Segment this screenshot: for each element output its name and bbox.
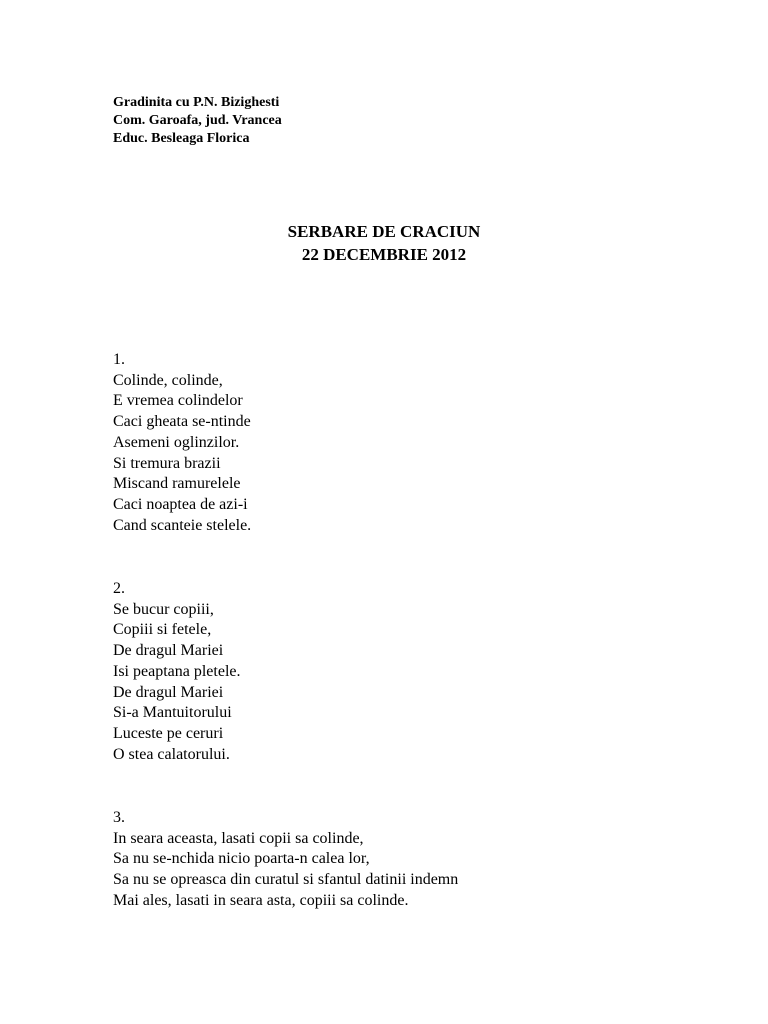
header-line-kindergarten: Gradinita cu P.N. Bizighesti: [113, 95, 280, 110]
stanza-line: Asemeni oglinzilor.: [113, 433, 240, 451]
stanza-2: [113, 579, 241, 765]
stanza-line: Luceste pe ceruri: [113, 724, 224, 742]
stanza-line: Si-a Mantuitorului: [113, 704, 232, 722]
header-line-educator: Educ. Besleaga Florica: [113, 131, 250, 146]
stanza-line: Mai ales, lasati in seara asta, copiii sa colinde.: [113, 891, 409, 909]
stanza-line: In seara aceasta, lasati copii sa colinde,: [113, 829, 364, 847]
stanza-number: 2.: [113, 580, 125, 597]
stanza-1: [113, 350, 251, 536]
stanza-line: Cand scanteie stelele.: [113, 516, 252, 534]
stanza-3: [113, 808, 458, 912]
stanza-line: Caci noaptea de azi-i: [113, 495, 248, 513]
stanza-line: O stea calatorului.: [113, 745, 230, 763]
stanza-line: Miscand ramurelele: [113, 475, 241, 493]
stanza-line: Sa nu se-nchida nicio poarta-n calea lor,: [113, 850, 370, 868]
stanza-line: Isi peaptana pletele.: [113, 662, 241, 680]
stanza-line: Copiii si fetele,: [113, 621, 212, 639]
header-block: [113, 94, 282, 148]
stanza-line: De dragul Mariei: [113, 683, 224, 701]
page-title: SERBARE DE CRACIUN: [287, 222, 481, 241]
stanza-line: Sa nu se opreasca din curatul si sfantul datinii indemn: [113, 871, 459, 889]
stanza-line: De dragul Mariei: [113, 642, 224, 660]
stanza-line: Caci gheata se-ntinde: [113, 413, 251, 431]
header-line-commune: Com. Garoafa, jud. Vrancea: [113, 113, 282, 128]
stanza-line: Colinde, colinde,: [113, 371, 223, 389]
stanza-number: 3.: [113, 809, 125, 826]
stanza-line: Si tremura brazii: [113, 454, 221, 472]
title-block: [0, 220, 768, 266]
stanza-line: Se bucur copiii,: [113, 600, 214, 618]
page-date: 22 DECEMBRIE 2012: [301, 245, 467, 264]
stanza-line: E vremea colindelor: [113, 392, 243, 410]
stanza-number: 1.: [113, 351, 125, 368]
